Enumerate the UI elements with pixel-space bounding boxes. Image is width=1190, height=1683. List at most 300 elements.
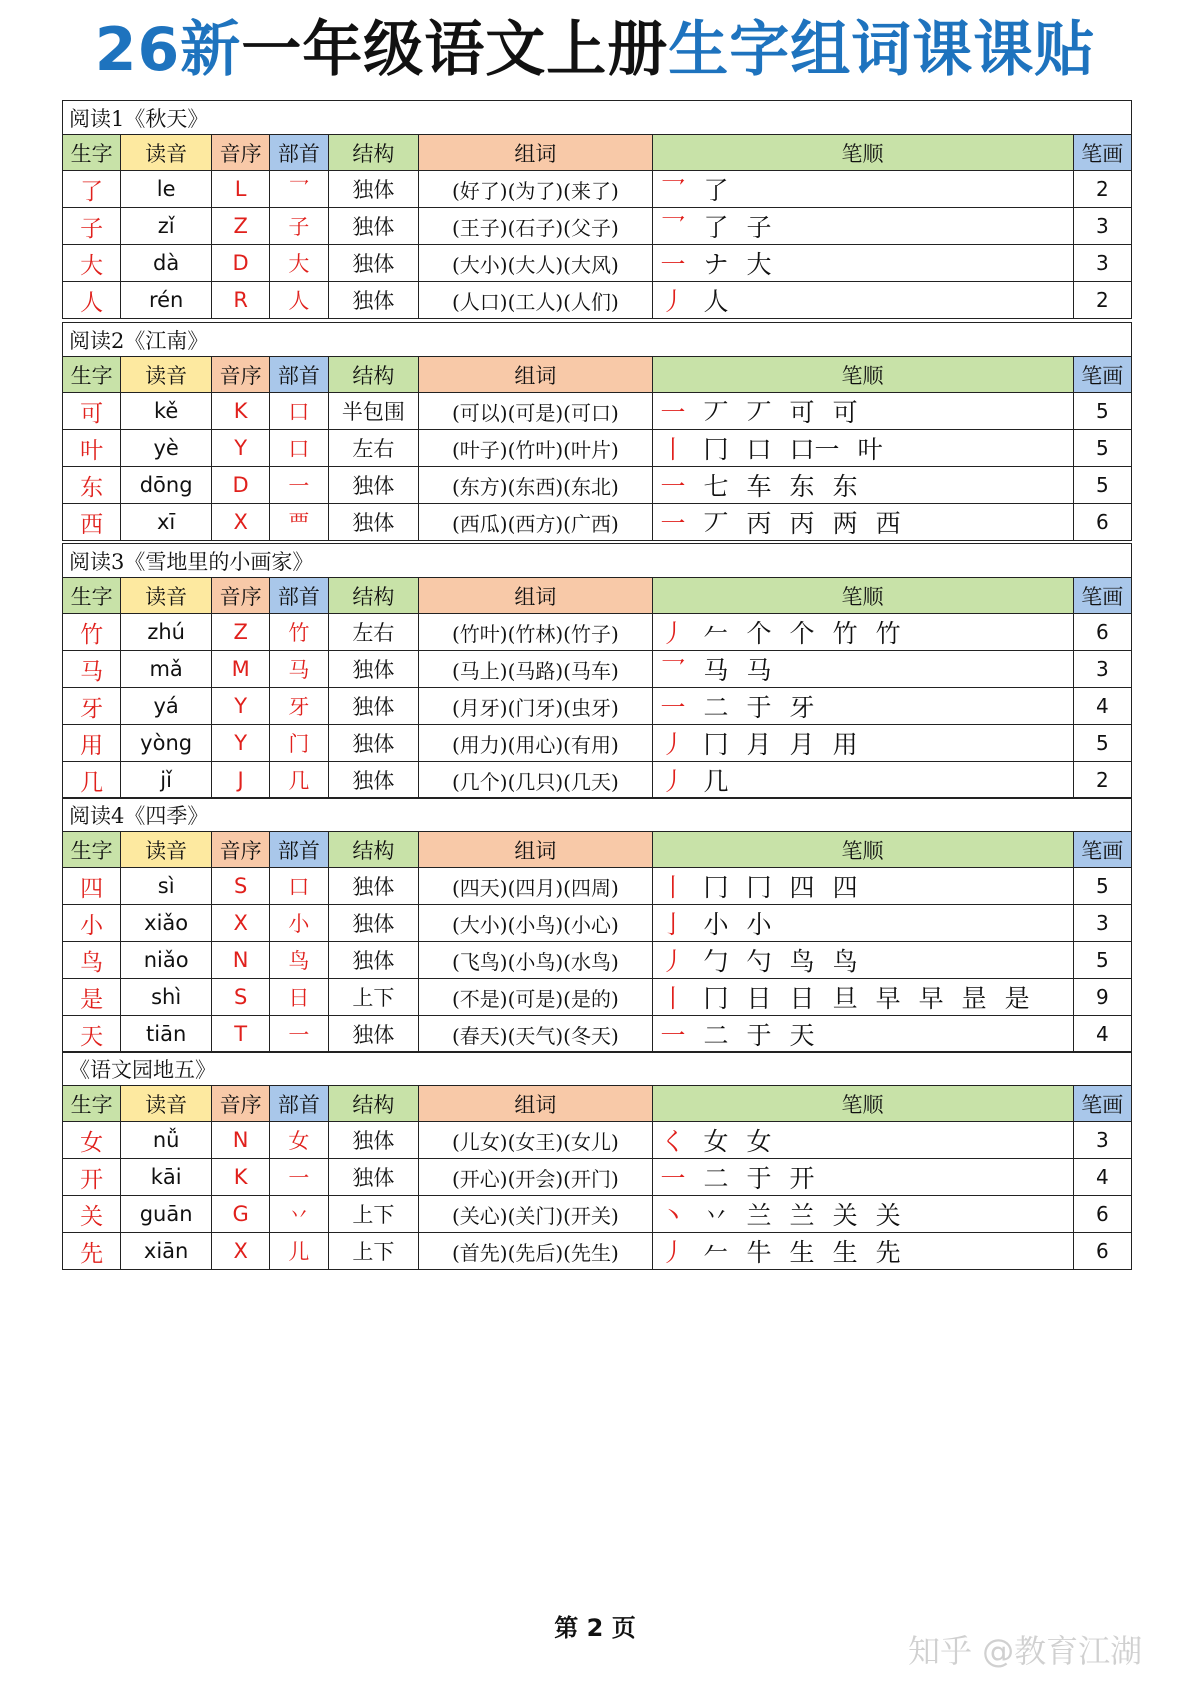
structure-cell: 左右 xyxy=(328,614,419,651)
stroke-step: 七 xyxy=(703,472,729,501)
character-cell: 鸟 xyxy=(63,942,121,979)
stroke-step: 月 xyxy=(789,730,815,759)
initial-letter-cell: J xyxy=(211,762,269,799)
stroke-step: ナ xyxy=(703,250,729,279)
stroke-step: 丆 xyxy=(703,509,729,538)
stroke-step: 冂 xyxy=(703,435,729,464)
character-cell: 天 xyxy=(63,1016,121,1053)
vocab-table xyxy=(62,322,1132,541)
radical-cell: 丷 xyxy=(270,1196,328,1233)
radical-cell: 一 xyxy=(270,467,328,504)
structure-cell: 独体 xyxy=(328,1159,419,1196)
table-row xyxy=(63,504,1132,541)
radical-cell: 口 xyxy=(270,430,328,467)
section-title: 阅读2《江南》 xyxy=(63,323,1132,357)
stroke-order-cell xyxy=(652,245,1073,282)
section-title: 阅读3《雪地里的小画家》 xyxy=(63,544,1132,578)
stroke-order-cell xyxy=(652,282,1073,319)
character-cell: 竹 xyxy=(63,614,121,651)
header-order: 音序 xyxy=(211,578,269,614)
radical-cell: 马 xyxy=(270,651,328,688)
initial-letter-cell: G xyxy=(211,1196,269,1233)
words-cell: (飞鸟)(小鸟)(水鸟) xyxy=(419,942,652,979)
stroke-step: 东 xyxy=(789,472,815,501)
stroke-step: 二 xyxy=(703,693,729,722)
initial-letter-cell: K xyxy=(211,1159,269,1196)
stroke-step: 丶 xyxy=(660,1201,686,1230)
stroke-count-cell: 2 xyxy=(1073,171,1131,208)
words-cell: (春天)(天气)(冬天) xyxy=(419,1016,652,1053)
page-title xyxy=(0,14,1190,86)
character-cell: 大 xyxy=(63,245,121,282)
character-cell: 了 xyxy=(63,171,121,208)
pinyin-cell: nǚ xyxy=(121,1122,212,1159)
character-cell: 可 xyxy=(63,393,121,430)
header-strokes: 笔顺 xyxy=(652,135,1073,171)
table-row xyxy=(63,942,1132,979)
character-cell: 先 xyxy=(63,1233,121,1270)
stroke-step: 小 xyxy=(746,910,772,939)
header-strokes: 笔顺 xyxy=(652,578,1073,614)
radical-cell: 几 xyxy=(270,762,328,799)
stroke-step: 两 xyxy=(832,509,858,538)
header-count: 笔画 xyxy=(1073,135,1131,171)
stroke-step: 丨 xyxy=(660,435,686,464)
stroke-step: 丿 xyxy=(660,619,686,648)
structure-cell: 独体 xyxy=(328,208,419,245)
pinyin-cell: kě xyxy=(121,393,212,430)
stroke-step: 几 xyxy=(703,767,729,796)
lesson-section xyxy=(62,322,1132,541)
stroke-step: 女 xyxy=(703,1127,729,1156)
stroke-order-cell xyxy=(652,868,1073,905)
stroke-step: 生 xyxy=(832,1238,858,1267)
structure-cell: 半包围 xyxy=(328,393,419,430)
header-pinyin: 读音 xyxy=(121,357,212,393)
stroke-order-cell xyxy=(652,430,1073,467)
pinyin-cell: kāi xyxy=(121,1159,212,1196)
words-cell: (儿女)(女王)(女儿) xyxy=(419,1122,652,1159)
pinyin-cell: dōng xyxy=(121,467,212,504)
stroke-step: 一 xyxy=(660,472,686,501)
radical-cell: 大 xyxy=(270,245,328,282)
header-pinyin: 读音 xyxy=(121,832,212,868)
radical-cell: 一 xyxy=(270,1159,328,1196)
stroke-step: 丨 xyxy=(660,873,686,902)
table-row xyxy=(63,171,1132,208)
stroke-step: 昰 xyxy=(961,984,987,1013)
header-char: 生字 xyxy=(63,357,121,393)
stroke-count-cell: 5 xyxy=(1073,467,1131,504)
stroke-count-cell: 2 xyxy=(1073,282,1131,319)
stroke-order-cell xyxy=(652,905,1073,942)
stroke-order-cell xyxy=(652,1159,1073,1196)
header-structure: 结构 xyxy=(328,1086,419,1122)
header-order: 音序 xyxy=(211,357,269,393)
stroke-step: 于 xyxy=(746,1164,772,1193)
stroke-step: 𠂉 xyxy=(703,1238,729,1267)
stroke-step: 乛 xyxy=(660,176,686,205)
initial-letter-cell: N xyxy=(211,942,269,979)
stroke-step: 关 xyxy=(875,1201,901,1230)
pinyin-cell: yè xyxy=(121,430,212,467)
vocab-table xyxy=(62,100,1132,319)
stroke-step: 冂 xyxy=(703,730,729,759)
header-structure: 结构 xyxy=(328,578,419,614)
words-cell: (好了)(为了)(来了) xyxy=(419,171,652,208)
character-cell: 是 xyxy=(63,979,121,1016)
table-row xyxy=(63,979,1132,1016)
header-words: 组词 xyxy=(419,1086,652,1122)
character-cell: 西 xyxy=(63,504,121,541)
words-cell: (开心)(开会)(开门) xyxy=(419,1159,652,1196)
stroke-order-cell xyxy=(652,1016,1073,1053)
stroke-step: 兰 xyxy=(789,1201,815,1230)
stroke-step: 个 xyxy=(789,619,815,648)
pinyin-cell: yòng xyxy=(121,725,212,762)
radical-cell: 儿 xyxy=(270,1233,328,1270)
stroke-step: 一 xyxy=(660,693,686,722)
stroke-step: 于 xyxy=(746,693,772,722)
structure-cell: 独体 xyxy=(328,725,419,762)
header-count: 笔画 xyxy=(1073,578,1131,614)
initial-letter-cell: X xyxy=(211,1233,269,1270)
initial-letter-cell: R xyxy=(211,282,269,319)
vocab-table xyxy=(62,1051,1132,1270)
radical-cell: 口 xyxy=(270,868,328,905)
stroke-step: 生 xyxy=(789,1238,815,1267)
stroke-step: 亅 xyxy=(660,910,686,939)
character-cell: 开 xyxy=(63,1159,121,1196)
stroke-step: 丿 xyxy=(660,947,686,976)
title-part-2: 一年级语文上册 xyxy=(241,15,669,85)
stroke-step: 丷 xyxy=(703,1201,729,1230)
words-cell: (大小)(大人)(大风) xyxy=(419,245,652,282)
stroke-step: 竹 xyxy=(832,619,858,648)
initial-letter-cell: Y xyxy=(211,688,269,725)
stroke-step: 冂 xyxy=(746,873,772,902)
stroke-step: 一 xyxy=(660,1021,686,1050)
stroke-count-cell: 5 xyxy=(1073,942,1131,979)
radical-cell: 覀 xyxy=(270,504,328,541)
stroke-step: 旦 xyxy=(832,984,858,1013)
stroke-order-cell xyxy=(652,725,1073,762)
initial-letter-cell: Z xyxy=(211,208,269,245)
radical-cell: 口 xyxy=(270,393,328,430)
stroke-step: 月 xyxy=(746,730,772,759)
radical-cell: 鸟 xyxy=(270,942,328,979)
stroke-step: 竹 xyxy=(875,619,901,648)
character-cell: 几 xyxy=(63,762,121,799)
header-words: 组词 xyxy=(419,832,652,868)
words-cell: (几个)(几只)(几天) xyxy=(419,762,652,799)
pinyin-cell: shì xyxy=(121,979,212,1016)
initial-letter-cell: Y xyxy=(211,725,269,762)
pinyin-cell: mǎ xyxy=(121,651,212,688)
section-title: 阅读4《四季》 xyxy=(63,798,1132,832)
header-structure: 结构 xyxy=(328,832,419,868)
words-cell: (东方)(东西)(东北) xyxy=(419,467,652,504)
stroke-count-cell: 9 xyxy=(1073,979,1131,1016)
pinyin-cell: sì xyxy=(121,868,212,905)
stroke-order-cell xyxy=(652,614,1073,651)
stroke-order-cell xyxy=(652,393,1073,430)
stroke-step: 丆 xyxy=(703,398,729,427)
stroke-order-cell xyxy=(652,1196,1073,1233)
table-row xyxy=(63,725,1132,762)
pinyin-cell: tiān xyxy=(121,1016,212,1053)
header-words: 组词 xyxy=(419,135,652,171)
header-count: 笔画 xyxy=(1073,1086,1131,1122)
stroke-step: 开 xyxy=(789,1164,815,1193)
character-cell: 马 xyxy=(63,651,121,688)
structure-cell: 独体 xyxy=(328,282,419,319)
watermark: 知乎 @教育江湖 xyxy=(908,1632,1143,1670)
radical-cell: 小 xyxy=(270,905,328,942)
stroke-step: 冂 xyxy=(703,984,729,1013)
stroke-step: 丿 xyxy=(660,287,686,316)
structure-cell: 独体 xyxy=(328,171,419,208)
header-radical: 部首 xyxy=(270,135,328,171)
stroke-count-cell: 6 xyxy=(1073,1196,1131,1233)
structure-cell: 独体 xyxy=(328,1016,419,1053)
stroke-step: 是 xyxy=(1004,984,1030,1013)
pinyin-cell: rén xyxy=(121,282,212,319)
header-char: 生字 xyxy=(63,1086,121,1122)
radical-cell: 日 xyxy=(270,979,328,1016)
stroke-step: 一 xyxy=(660,398,686,427)
stroke-step: 女 xyxy=(746,1127,772,1156)
section-title: 阅读1《秋天》 xyxy=(63,101,1132,135)
stroke-step: 可 xyxy=(789,398,815,427)
stroke-order-cell xyxy=(652,171,1073,208)
pinyin-cell: yá xyxy=(121,688,212,725)
stroke-step: 大 xyxy=(746,250,772,279)
stroke-order-cell xyxy=(652,208,1073,245)
radical-cell: 竹 xyxy=(270,614,328,651)
stroke-step: く xyxy=(660,1127,686,1156)
title-part-3: 生字组词课课贴 xyxy=(668,15,1096,85)
stroke-step: 用 xyxy=(832,730,858,759)
stroke-count-cell: 5 xyxy=(1073,725,1131,762)
pinyin-cell: le xyxy=(121,171,212,208)
radical-cell: 门 xyxy=(270,725,328,762)
structure-cell: 独体 xyxy=(328,942,419,979)
pinyin-cell: zhú xyxy=(121,614,212,651)
stroke-count-cell: 3 xyxy=(1073,651,1131,688)
stroke-step: 兰 xyxy=(746,1201,772,1230)
stroke-order-cell xyxy=(652,504,1073,541)
table-row xyxy=(63,651,1132,688)
pinyin-cell: jǐ xyxy=(121,762,212,799)
words-cell: (用力)(用心)(有用) xyxy=(419,725,652,762)
pinyin-cell: dà xyxy=(121,245,212,282)
table-row xyxy=(63,905,1132,942)
radical-cell: 女 xyxy=(270,1122,328,1159)
stroke-order-cell xyxy=(652,688,1073,725)
initial-letter-cell: L xyxy=(211,171,269,208)
header-radical: 部首 xyxy=(270,357,328,393)
structure-cell: 独体 xyxy=(328,1122,419,1159)
initial-letter-cell: N xyxy=(211,1122,269,1159)
structure-cell: 独体 xyxy=(328,905,419,942)
initial-letter-cell: Y xyxy=(211,430,269,467)
initial-letter-cell: X xyxy=(211,905,269,942)
stroke-count-cell: 3 xyxy=(1073,905,1131,942)
stroke-count-cell: 3 xyxy=(1073,208,1131,245)
words-cell: (大小)(小鸟)(小心) xyxy=(419,905,652,942)
initial-letter-cell: X xyxy=(211,504,269,541)
lesson-section xyxy=(62,1051,1132,1270)
table-row xyxy=(63,1233,1132,1270)
stroke-step: 丨 xyxy=(660,984,686,1013)
stroke-step: 二 xyxy=(703,1021,729,1050)
header-structure: 结构 xyxy=(328,135,419,171)
radical-cell: 人 xyxy=(270,282,328,319)
structure-cell: 左右 xyxy=(328,430,419,467)
stroke-count-cell: 6 xyxy=(1073,1233,1131,1270)
stroke-step: 早 xyxy=(918,984,944,1013)
stroke-step: 四 xyxy=(832,873,858,902)
stroke-step: 鸟 xyxy=(789,947,815,976)
character-cell: 牙 xyxy=(63,688,121,725)
stroke-step: 丆 xyxy=(746,398,772,427)
radical-cell: 一 xyxy=(270,1016,328,1053)
header-radical: 部首 xyxy=(270,832,328,868)
table-row xyxy=(63,245,1132,282)
stroke-count-cell: 4 xyxy=(1073,1016,1131,1053)
stroke-step: 早 xyxy=(875,984,901,1013)
character-cell: 小 xyxy=(63,905,121,942)
words-cell: (不是)(可是)(是的) xyxy=(419,979,652,1016)
header-words: 组词 xyxy=(419,357,652,393)
header-radical: 部首 xyxy=(270,1086,328,1122)
stroke-step: 小 xyxy=(703,910,729,939)
stroke-step: 一 xyxy=(660,1164,686,1193)
stroke-step: 勹 xyxy=(703,947,729,976)
character-cell: 叶 xyxy=(63,430,121,467)
table-row xyxy=(63,208,1132,245)
pinyin-cell: xiǎo xyxy=(121,905,212,942)
lesson-section xyxy=(62,797,1132,1053)
stroke-step: 人 xyxy=(703,287,729,316)
stroke-step: 子 xyxy=(746,213,772,242)
table-row xyxy=(63,688,1132,725)
stroke-step: 东 xyxy=(832,472,858,501)
header-pinyin: 读音 xyxy=(121,135,212,171)
stroke-step: 丿 xyxy=(660,730,686,759)
table-header-row xyxy=(63,578,1132,614)
pinyin-cell: guān xyxy=(121,1196,212,1233)
stroke-step: 马 xyxy=(703,656,729,685)
initial-letter-cell: T xyxy=(211,1016,269,1053)
stroke-count-cell: 5 xyxy=(1073,430,1131,467)
lesson-section xyxy=(62,543,1132,799)
character-cell: 四 xyxy=(63,868,121,905)
page-number: 第 2 页 xyxy=(554,1614,636,1642)
stroke-order-cell xyxy=(652,1122,1073,1159)
header-order: 音序 xyxy=(211,832,269,868)
stroke-step: 了 xyxy=(703,213,729,242)
vocab-table xyxy=(62,543,1132,799)
stroke-step: 了 xyxy=(703,176,729,205)
table-row xyxy=(63,762,1132,799)
stroke-step: 马 xyxy=(746,656,772,685)
character-cell: 用 xyxy=(63,725,121,762)
radical-cell: 牙 xyxy=(270,688,328,725)
stroke-count-cell: 4 xyxy=(1073,688,1131,725)
header-count: 笔画 xyxy=(1073,357,1131,393)
structure-cell: 独体 xyxy=(328,245,419,282)
words-cell: (可以)(可是)(可口) xyxy=(419,393,652,430)
table-row xyxy=(63,430,1132,467)
header-strokes: 笔顺 xyxy=(652,1086,1073,1122)
stroke-step: 冂 xyxy=(703,873,729,902)
stroke-count-cell: 4 xyxy=(1073,1159,1131,1196)
stroke-order-cell xyxy=(652,651,1073,688)
words-cell: (四天)(四月)(四周) xyxy=(419,868,652,905)
stroke-step: 牙 xyxy=(789,693,815,722)
stroke-step: 西 xyxy=(875,509,901,538)
table-row xyxy=(63,1196,1132,1233)
stroke-step: 二 xyxy=(703,1164,729,1193)
header-words: 组词 xyxy=(419,578,652,614)
table-row xyxy=(63,393,1132,430)
pinyin-cell: xiān xyxy=(121,1233,212,1270)
vocab-table xyxy=(62,797,1132,1053)
structure-cell: 上下 xyxy=(328,1196,419,1233)
stroke-step: 日 xyxy=(746,984,772,1013)
stroke-order-cell xyxy=(652,1233,1073,1270)
character-cell: 东 xyxy=(63,467,121,504)
header-count: 笔画 xyxy=(1073,832,1131,868)
table-header-row xyxy=(63,832,1132,868)
initial-letter-cell: D xyxy=(211,467,269,504)
header-pinyin: 读音 xyxy=(121,578,212,614)
structure-cell: 独体 xyxy=(328,504,419,541)
stroke-step: 天 xyxy=(789,1021,815,1050)
initial-letter-cell: S xyxy=(211,979,269,1016)
initial-letter-cell: Z xyxy=(211,614,269,651)
stroke-order-cell xyxy=(652,942,1073,979)
words-cell: (马上)(马路)(马车) xyxy=(419,651,652,688)
structure-cell: 独体 xyxy=(328,868,419,905)
character-cell: 人 xyxy=(63,282,121,319)
words-cell: (首先)(先后)(先生) xyxy=(419,1233,652,1270)
stroke-step: 四 xyxy=(789,873,815,902)
stroke-step: 叶 xyxy=(857,435,883,464)
structure-cell: 上下 xyxy=(328,979,419,1016)
words-cell: (竹叶)(竹林)(竹子) xyxy=(419,614,652,651)
character-cell: 女 xyxy=(63,1122,121,1159)
initial-letter-cell: D xyxy=(211,245,269,282)
stroke-order-cell xyxy=(652,467,1073,504)
table-header-row xyxy=(63,135,1132,171)
words-cell: (西瓜)(西方)(广西) xyxy=(419,504,652,541)
header-radical: 部首 xyxy=(270,578,328,614)
stroke-step: 一 xyxy=(660,509,686,538)
stroke-order-cell xyxy=(652,979,1073,1016)
stroke-step: 可 xyxy=(832,398,858,427)
stroke-step: 口 xyxy=(746,435,772,464)
header-char: 生字 xyxy=(63,135,121,171)
initial-letter-cell: S xyxy=(211,868,269,905)
initial-letter-cell: M xyxy=(211,651,269,688)
table-row xyxy=(63,282,1132,319)
stroke-step: 鸟 xyxy=(832,947,858,976)
structure-cell: 独体 xyxy=(328,688,419,725)
character-cell: 子 xyxy=(63,208,121,245)
